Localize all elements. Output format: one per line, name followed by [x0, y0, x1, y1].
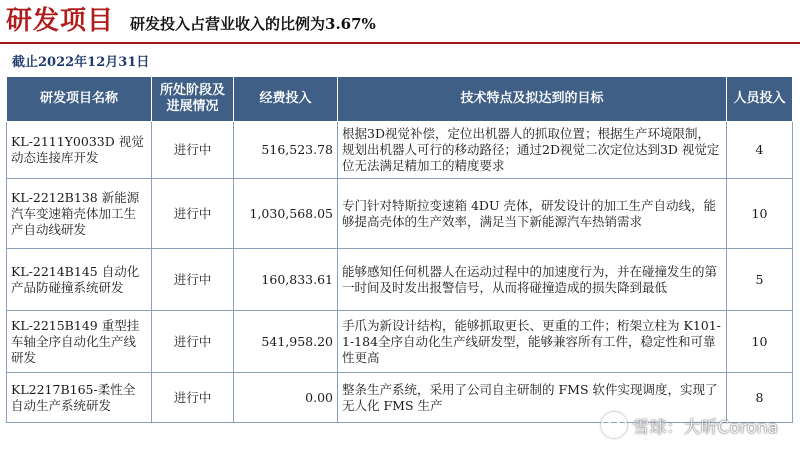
- project-name-cell: KL-2214B145 自动化产品防碰撞系统研发: [7, 249, 152, 311]
- column-header-desc: 技术特点及拟达到的目标: [338, 77, 727, 122]
- date-label: 截止2022年12月31日: [12, 55, 150, 70]
- project-staff-cell: 10: [727, 311, 793, 373]
- snowball-logo-icon: [601, 412, 627, 438]
- project-name-cell: KL-2111Y0033D 视觉动态连接库开发: [7, 122, 152, 179]
- table-row: [7, 311, 793, 373]
- project-name-cell: KL-2212B138 新能源汽车变速箱壳体加工生产自动线研发: [7, 179, 152, 249]
- project-stage-cell: 进行中: [152, 311, 234, 373]
- table-row: [7, 249, 793, 311]
- project-staff-cell: 5: [727, 249, 793, 311]
- project-fee-cell: 541,958.20: [234, 311, 338, 373]
- project-desc-cell: 整条生产系统，采用了公司自主研制的 FMS 软件实现调度，实现了无人化 FMS 生产: [338, 373, 727, 423]
- page-subtitle: 研发投入占营业收入的比例为3.67%: [130, 15, 376, 33]
- project-desc-cell: 根据3D视觉补偿，定位出机器人的抓取位置；根据生产环境限制，规划出机器人可行的移动路径；通过2D视觉二次定位达到3D 视觉定位无法满足精加工的精度要求: [338, 122, 727, 179]
- project-stage-cell: 进行中: [152, 179, 234, 249]
- project-stage-cell: 进行中: [152, 373, 234, 423]
- project-desc-cell: 能够感知任何机器人在运动过程中的加速度行为，并在碰撞发生的第一时间及时发出报警信号，从而将碰撞造成的损失降到最低: [338, 249, 727, 311]
- project-staff-cell: 8: [727, 373, 793, 423]
- project-fee-cell: 0.00: [234, 373, 338, 423]
- project-desc-cell: 专门针对特斯拉变速箱 4DU 壳体，研发设计的加工生产自动线，能够提高壳体的生产效率，满足当下新能源汽车热销需求: [338, 179, 727, 249]
- project-name-cell: KL-2215B149 重型挂车轴全序自动化生产线研发: [7, 311, 152, 373]
- watermark-text: 雪球：大昕Corona: [632, 417, 778, 438]
- title-bar: [0, 0, 800, 46]
- column-header-stage: 所处阶段及进展情况: [152, 77, 234, 122]
- table-row: [7, 122, 793, 179]
- rd-projects-table: [6, 76, 793, 423]
- project-staff-cell: 10: [727, 179, 793, 249]
- project-fee-cell: 1,030,568.05: [234, 179, 338, 249]
- project-fee-cell: 160,833.61: [234, 249, 338, 311]
- project-fee-cell: 516,523.78: [234, 122, 338, 179]
- project-staff-cell: 4: [727, 122, 793, 179]
- project-desc-cell: 手爪为新设计结构，能够抓取更长、更重的工件；桁架立柱为 K101-1-184全序自动化生产线研发型，能够兼容所有工件，稳定性和可靠性更高: [338, 311, 727, 373]
- project-stage-cell: 进行中: [152, 122, 234, 179]
- project-name-cell: KL2217B165-柔性全自动生产系统研发: [7, 373, 152, 423]
- table-row: [7, 179, 793, 249]
- column-header-staff: 人员投入: [727, 77, 793, 122]
- page-title: 研发项目: [6, 6, 115, 36]
- project-stage-cell: 进行中: [152, 249, 234, 311]
- column-header-name: 研发项目名称: [7, 77, 152, 122]
- watermark: [601, 412, 778, 438]
- table-header-row: [7, 77, 793, 122]
- title-divider: [0, 42, 800, 44]
- column-header-fee: 经费投入: [234, 77, 338, 122]
